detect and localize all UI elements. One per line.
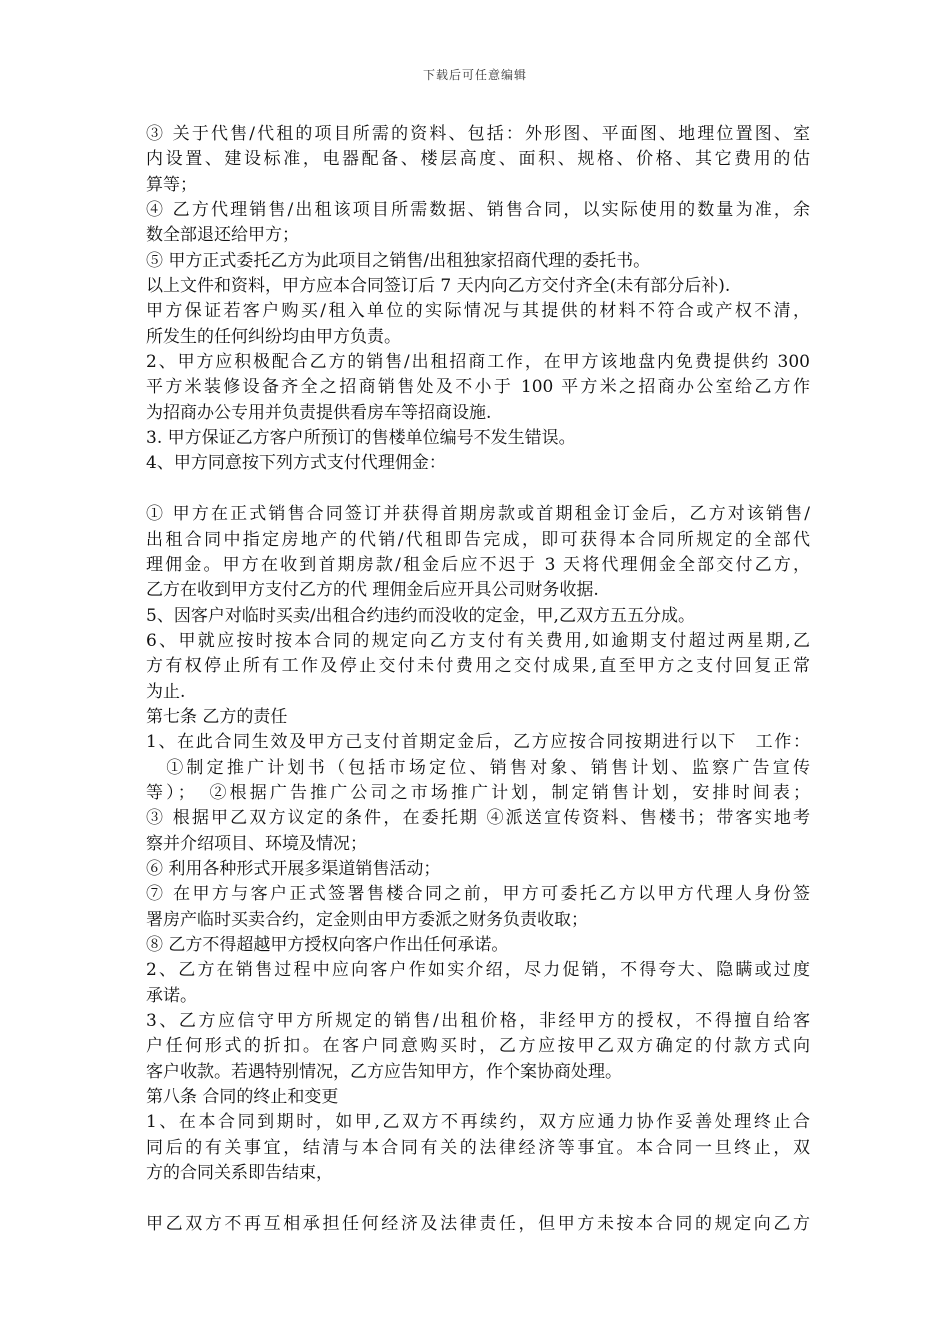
text-line: ①制定推广计划书（包括市场定位、销售对象、销售计划、监察广告宣传 bbox=[146, 757, 810, 778]
text-line: 出租合同中指定房地产的代销/代租即告完成，即可获得本合同所规定的全部代 bbox=[146, 529, 810, 550]
text-line: 4、甲方同意按下列方式支付代理佣金： bbox=[146, 453, 446, 474]
text-line: 内设置、建设标准，电器配备、楼层高度、面积、规格、价格、其它费用的估 bbox=[146, 149, 810, 170]
blank-line bbox=[146, 1186, 810, 1211]
text-line: 1、在此合同生效及甲方己支付首期定金后，乙方应按合同按期进行以下 工作： bbox=[146, 732, 810, 753]
text-line: 为止. bbox=[146, 681, 186, 702]
blank-line bbox=[146, 477, 810, 502]
document-body bbox=[146, 122, 810, 1237]
text-line: ⑧ 乙方不得超越甲方授权向客户作出任何承诺。 bbox=[146, 935, 509, 955]
text-line: ④ 乙方代理销售/出租该项目所需数据、销售合同，以实际使用的数量为准，余 bbox=[146, 200, 810, 221]
text-line: 甲方保证若客户购买/租入单位的实际情况与其提供的材料不符合或产权不清， bbox=[146, 301, 810, 322]
text-line: 为招商办公专用并负责提供看房车等招商设施. bbox=[146, 402, 492, 423]
text-line: ③ 根据甲乙双方议定的条件，在委托期 ④派送宣传资料、售楼书；带客实地考 bbox=[146, 808, 810, 829]
text-line: 所发生的任何纠纷均由甲方负责。 bbox=[146, 326, 401, 347]
text-line: 第七条 乙方的责任 bbox=[146, 706, 288, 727]
text-line: 同后的有关事宜，结清与本合同有关的法律经济等事宜。本合同一旦终止，双 bbox=[146, 1137, 810, 1158]
text-line: ⑤ 甲方正式委托乙方为此项目之销售/出租独家招商代理的委托书。 bbox=[146, 250, 651, 271]
text-line: 理佣金。甲方在收到首期房款/租金后应不迟于 3 天将代理佣金全部交付乙方， bbox=[146, 554, 810, 575]
text-line: 2、甲方应积极配合乙方的销售/出租招商工作，在甲方该地盘内免费提供约 300 bbox=[146, 352, 810, 373]
text-line: 数全部退还给甲方； bbox=[146, 225, 299, 246]
text-line: 方有权停止所有工作及停止交付未付费用之交付成果,直至甲方之支付回复正常 bbox=[146, 656, 810, 677]
text-line: 平方米装修设备齐全之招商销售处及不小于 100 平方米之招商办公室给乙方作 bbox=[146, 377, 810, 398]
text-line: 以上文件和资料，甲方应本合同签订后 7 天内向乙方交付齐全(未有部分后补). bbox=[146, 276, 731, 297]
text-line: 3、乙方应信守甲方所规定的销售/出租价格，非经甲方的授权，不得擅自给客 bbox=[146, 1011, 810, 1032]
text-line: 方的合同关系即告结束， bbox=[146, 1163, 333, 1184]
page-header: 下载后可任意编辑 bbox=[422, 68, 527, 82]
text-line: ③ 关于代售/代租的项目所需的资料、包括：外形图、平面图、地理位置图、室 bbox=[146, 124, 810, 144]
text-line: 6、甲就应按时按本合同的规定向乙方支付有关费用,如逾期支付超过两星期,乙 bbox=[146, 630, 810, 651]
text-line: 察并介绍项目、环境及情况； bbox=[146, 833, 367, 854]
text-line: 2、乙方在销售过程中应向客户作如实介绍，尽力促销，不得夸大、隐瞒或过度 bbox=[146, 960, 810, 981]
text-line: ① 甲方在正式销售合同签订并获得首期房款或首期租金订金后，乙方对该销售/ bbox=[146, 504, 810, 525]
text-line: 算等； bbox=[146, 174, 197, 195]
text-line: ⑦ 在甲方与客户正式签署售楼合同之前，甲方可委托乙方以甲方代理人身份签 bbox=[146, 884, 810, 905]
text-line: 承诺。 bbox=[146, 985, 197, 1006]
text-line: ⑥ 利用各种形式开展多渠道销售活动； bbox=[146, 858, 441, 879]
text-line: 乙方在收到甲方支付乙方的代 理佣金后应开具公司财务收据. bbox=[146, 580, 599, 601]
text-line: 1、在本合同到期时，如甲,乙双方不再续约，双方应通力协作妥善处理终止合 bbox=[146, 1112, 810, 1133]
text-line: 客户收款。若遇特别情况，乙方应告知甲方，作个案协商处理。 bbox=[146, 1061, 622, 1082]
text-line: 户任何形式的折扣。在客户同意购买时，乙方应按甲乙双方确定的付款方式向 bbox=[146, 1036, 810, 1057]
text-line: 3. 甲方保证乙方客户所预订的售楼单位编号不发生错误。 bbox=[146, 428, 576, 449]
text-line: 第八条 合同的终止和变更 bbox=[146, 1087, 339, 1108]
text-line: 5、因客户对临时买卖/出租合约违约而没收的定金，甲,乙双方五五分成。 bbox=[146, 605, 695, 626]
text-line: 甲乙双方不再互相承担任何经济及法律责任，但甲方未按本合同的规定向乙方 bbox=[146, 1213, 810, 1234]
text-line: 署房产临时买卖合约，定金则由甲方委派之财务负责收取； bbox=[146, 909, 588, 930]
text-line: 等）； ②根据广告推广公司之市场推广计划，制定销售计划，安排时间表； bbox=[146, 782, 810, 803]
